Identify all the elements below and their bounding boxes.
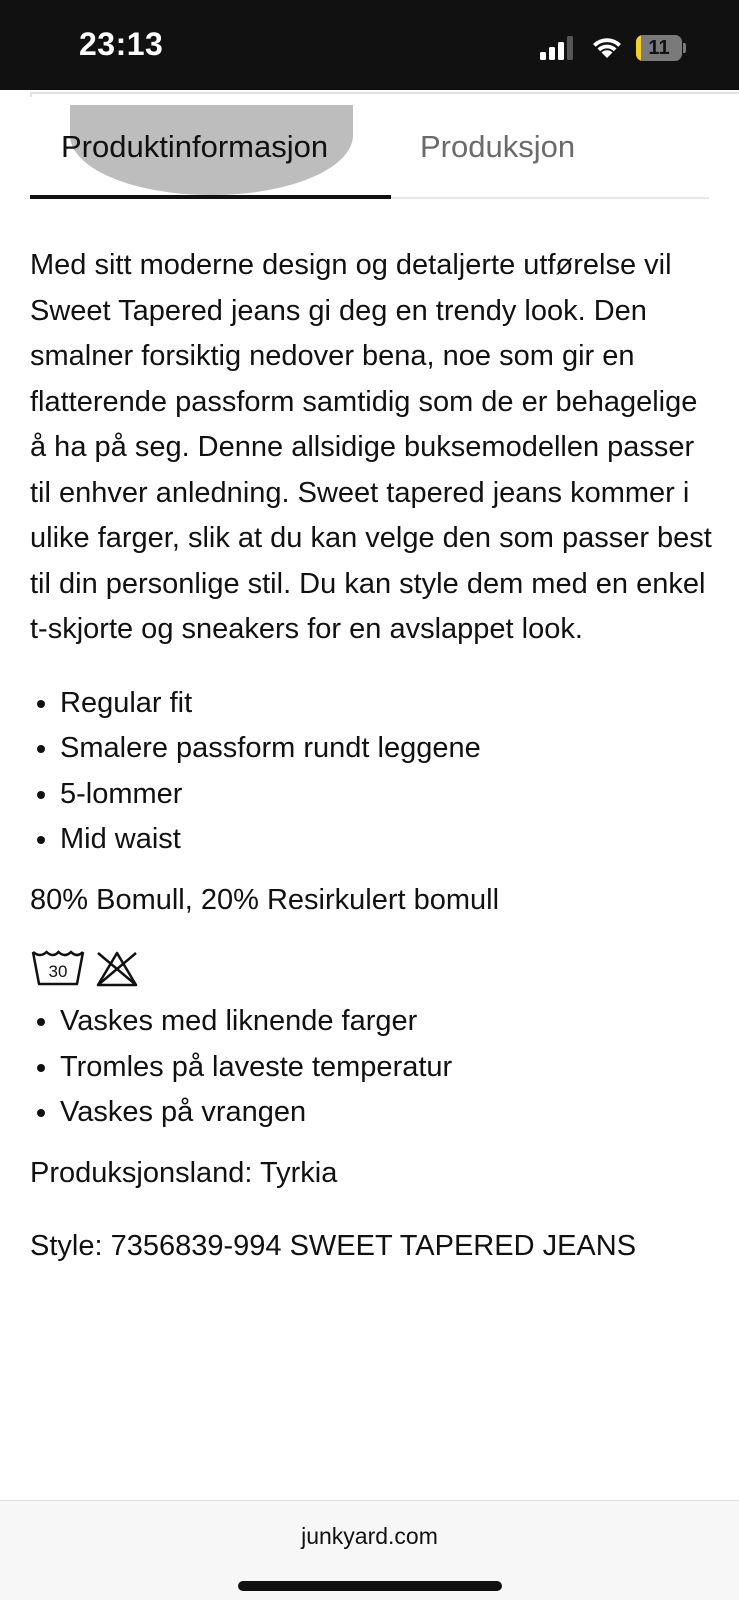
browser-url-bar[interactable]: [0, 1500, 739, 1600]
active-tab-indicator: [30, 195, 391, 199]
cellular-signal-icon: [540, 36, 576, 60]
list-item: • Vaskes på vrangen: [60, 1090, 720, 1136]
tab-produktinformasjon[interactable]: Produktinformasjon: [61, 129, 329, 164]
product-description: Med sitt moderne design og detaljerte utførelse vil Sweet Tapered jeans gi deg en trendy look. Den smalner forsiktig nedover bena, noe som gir en flatterende passform samtidig som de er behagelige å ha på seg. Denne allsidige buksemodellen passer til enhver anledning. Sweet tapered jeans kommer i ulike farger, slik at du kan velge den som passer best til din personlige stil. Du kan style dem med en enkel t-skjorte og sneakers for en avslappet look.: [30, 249, 712, 645]
care-symbols: [30, 945, 720, 993]
wash-30-icon: [30, 945, 86, 989]
battery-body: [636, 35, 682, 61]
tab-produksjon[interactable]: Produksjon: [420, 129, 576, 164]
wifi-icon: [590, 34, 624, 60]
home-indicator[interactable]: [238, 1581, 502, 1591]
do-not-tumble-dry-icon: [94, 945, 140, 989]
production-country: Produksjonsland: Tyrkia: [30, 1156, 338, 1189]
url-text[interactable]: junkyard.com: [301, 1523, 438, 1549]
battery-level: 11: [648, 37, 670, 59]
tab-bar: [30, 105, 709, 199]
wash-temperature: 30: [48, 962, 68, 981]
list-item: • 5-lommer: [60, 772, 720, 818]
list-item: • Vaskes med liknende farger: [60, 999, 720, 1045]
battery-icon: [636, 35, 686, 61]
product-info-panel: [30, 243, 720, 1270]
care-instructions-list: [30, 999, 720, 1136]
top-divider: [30, 92, 739, 97]
list-item: • Regular fit: [60, 681, 720, 727]
style-number: Style: 7356839-994 SWEET TAPERED JEANS: [30, 1230, 637, 1262]
status-bar: [0, 0, 739, 90]
material-composition: 80% Bomull, 20% Resirkulert bomull: [30, 883, 500, 916]
list-item: • Tromles på laveste temperatur: [60, 1045, 720, 1091]
list-item: • Mid waist: [60, 817, 720, 863]
battery-tip: [683, 43, 686, 53]
feature-list: [30, 681, 720, 863]
status-time: 23:13: [79, 26, 164, 62]
list-item: • Smalere passform rundt leggene: [60, 726, 720, 772]
